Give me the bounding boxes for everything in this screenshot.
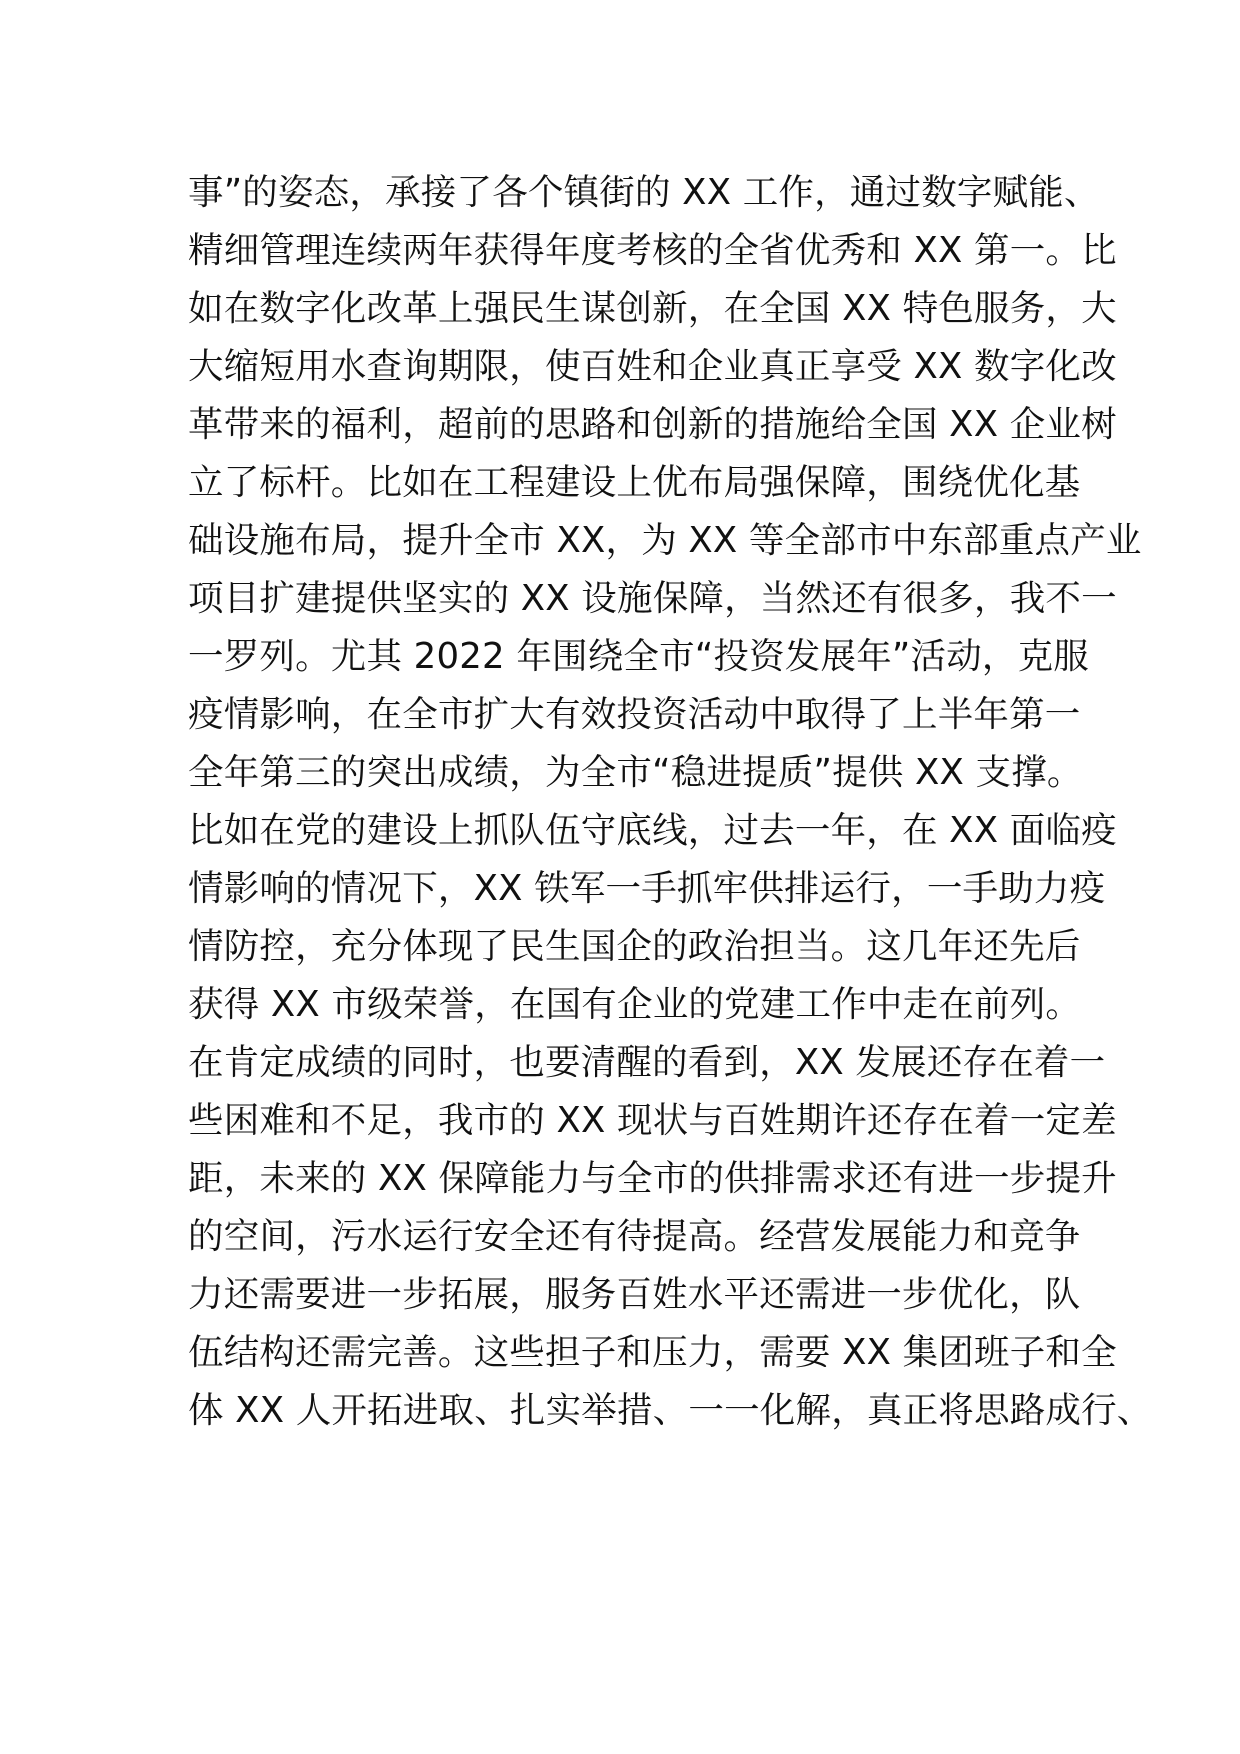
text-line: 大缩短用水查询期限，使百姓和企业真正享受 XX 数字化改 — [188, 346, 1117, 387]
text-line: 精细管理连续两年获得年度考核的全省优秀和 XX 第一。比 — [188, 230, 1117, 271]
text-line: 伍结构还需完善。这些担子和压力，需要 XX 集团班子和全 — [188, 1332, 1117, 1373]
text-line: 在肯定成绩的同时，也要清醒的看到，XX 发展还存在着一 — [188, 1042, 1106, 1083]
text-line: 革带来的福利，超前的思路和创新的措施给全国 XX 企业树 — [188, 404, 1117, 445]
text-line: 情影响的情况下，XX 铁军一手抓牢供排运行，一手助力疫 — [188, 868, 1106, 909]
text-line: 项目扩建提供坚实的 XX 设施保障，当然还有很多，我不一 — [188, 578, 1117, 619]
text-line: 力还需要进一步拓展，服务百姓水平还需进一步优化，队 — [188, 1274, 1081, 1315]
text-line: 距，未来的 XX 保障能力与全市的供排需求还有进一步提升 — [188, 1158, 1117, 1199]
text-line: 如在数字化改革上强民生谋创新，在全国 XX 特色服务，大 — [188, 288, 1117, 329]
text-line: 些困难和不足，我市的 XX 现状与百姓期许还存在着一定差 — [188, 1100, 1117, 1141]
text-line: 获得 XX 市级荣誉，在国有企业的党建工作中走在前列。 — [188, 984, 1082, 1025]
text-line: 的空间，污水运行安全还有待提高。经营发展能力和竞争 — [188, 1216, 1081, 1257]
text-line: 一罗列。尤其 2022 年围绕全市“投资发展年”活动，克服 — [188, 636, 1089, 677]
text-line: 础设施布局，提升全市 XX，为 XX 等全部市中东部重点产业 — [188, 520, 1142, 561]
text-line: 疫情影响，在全市扩大有效投资活动中取得了上半年第一 — [188, 694, 1081, 735]
text-line: 情防控，充分体现了民生国企的政治担当。这几年还先后 — [188, 926, 1081, 967]
text-line: 事”的姿态，承接了各个镇街的 XX 工作，通过数字赋能、 — [188, 172, 1100, 213]
text-line: 全年第三的突出成绩，为全市“稳进提质”提供 XX 支撑。 — [188, 752, 1083, 793]
text-line: 体 XX 人开拓进取、扎实举措、一一化解，真正将思路成行、 — [188, 1390, 1153, 1431]
text-line: 比如在党的建设上抓队伍守底线，过去一年，在 XX 面临疫 — [188, 810, 1117, 851]
text-line: 立了标杆。比如在工程建设上优布局强保障，围绕优化基 — [188, 462, 1081, 503]
